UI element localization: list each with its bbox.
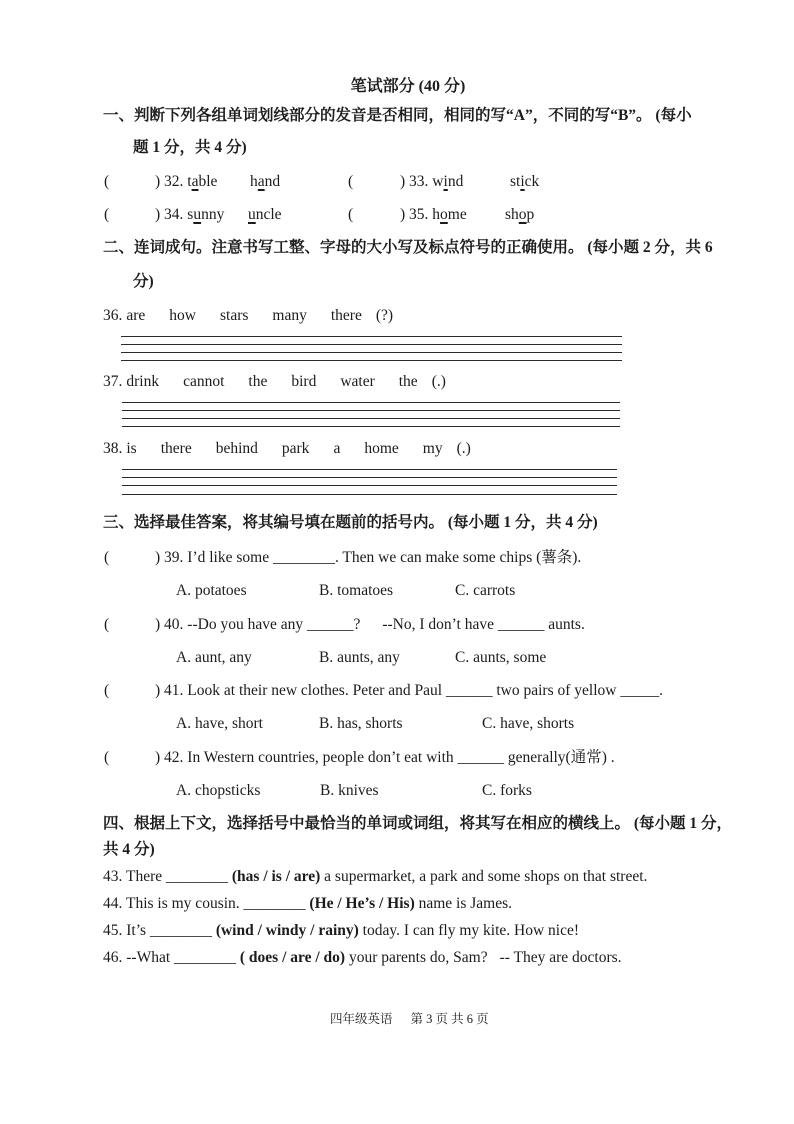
scrambled-word: behind xyxy=(215,440,258,457)
section2-heading-line1: 二、连词成句。注意书写工整、字母的大小写及标点符号的正确使用。 (每小题 2 分，共 6 xyxy=(103,239,713,256)
answer-blank: ________ xyxy=(149,922,212,939)
answer-bracket-open: ( xyxy=(348,173,354,190)
scrambled-word: are xyxy=(126,307,146,324)
sentence-end: a supermarket, a park and some shops on that street. xyxy=(324,868,648,885)
question-41 xyxy=(0,681,794,701)
test-word xyxy=(432,206,466,223)
option-c: C. have, shorts xyxy=(482,715,575,732)
section3-heading: 三、选择最佳答案，将其编号填在题前的括号内。 (每小题 1 分，共 4 分) xyxy=(103,514,598,531)
answer-bracket-close: ) xyxy=(155,749,161,766)
question-row xyxy=(0,172,794,192)
question-stem: --Do you have any ______? xyxy=(187,616,361,633)
question-item xyxy=(155,172,217,192)
test-word xyxy=(432,173,463,190)
section1-heading-line2: 题 1 分，共 4 分) xyxy=(133,139,247,156)
option-c: C. forks xyxy=(482,782,532,799)
question-item xyxy=(155,205,224,225)
underlined-letter: a xyxy=(257,173,265,190)
word-part: sh xyxy=(505,206,519,223)
question-number: 37. xyxy=(103,373,123,390)
question-number: 36. xyxy=(103,307,123,324)
word-choices: (wind / windy / rainy) xyxy=(215,922,359,939)
question-43 xyxy=(103,867,647,887)
option-a: A. potatoes xyxy=(176,582,247,599)
writing-line xyxy=(121,344,622,345)
answer-bracket-close: ) xyxy=(400,173,406,190)
underlined-letter: u xyxy=(248,206,256,223)
end-punctuation: (.) xyxy=(456,440,471,457)
page-title: 笔试部分 (40 分) xyxy=(350,78,466,95)
writing-line xyxy=(121,360,622,361)
section2-heading-line2: 分) xyxy=(133,273,154,290)
word-part: h xyxy=(432,206,441,223)
writing-lines xyxy=(121,336,622,362)
question-40 xyxy=(0,615,794,635)
writing-line xyxy=(122,418,620,419)
scrambled-word: how xyxy=(169,307,196,324)
sentence-end: today. I can fly my kite. How nice! xyxy=(362,922,580,939)
writing-line xyxy=(122,426,620,427)
question-38 xyxy=(103,439,471,459)
scrambled-word: stars xyxy=(220,307,249,324)
word-part: st xyxy=(510,173,521,190)
word-part: ncle xyxy=(255,206,282,223)
question-number: 45. xyxy=(103,922,123,939)
answer-bracket-open: ( xyxy=(104,549,110,566)
writing-line xyxy=(122,402,620,403)
sentence-end: your parents do, Sam? xyxy=(348,949,488,966)
test-word xyxy=(505,205,534,225)
word-part: t xyxy=(187,173,192,190)
question-number: 40. xyxy=(164,616,184,633)
answer-blank: ________ xyxy=(243,895,306,912)
word-part: nd xyxy=(264,173,281,190)
question-42 xyxy=(0,748,794,768)
question-body xyxy=(155,681,663,701)
question-body xyxy=(155,615,585,635)
answer-blank: ________ xyxy=(174,949,237,966)
question-39 xyxy=(0,548,794,568)
word-part: nd xyxy=(447,173,464,190)
word-part: nny xyxy=(201,206,225,223)
answer-bracket-open: ( xyxy=(104,682,110,699)
underlined-letter: o xyxy=(440,206,448,223)
scrambled-word: there xyxy=(330,307,362,324)
scrambled-word: park xyxy=(281,440,310,457)
question-item xyxy=(400,172,463,192)
page-footer xyxy=(330,1009,489,1029)
writing-line xyxy=(122,485,617,486)
end-punctuation: (.) xyxy=(431,373,446,390)
scrambled-word: home xyxy=(364,440,399,457)
question-number: 34. xyxy=(164,206,184,223)
sentence-start: --What xyxy=(126,949,171,966)
option-a: A. aunt, any xyxy=(176,649,252,666)
question-36 xyxy=(103,306,393,326)
answer-bracket-close: ) xyxy=(155,616,161,633)
question-number: 38. xyxy=(103,440,123,457)
question-number: 33. xyxy=(409,173,429,190)
word-part: s xyxy=(187,206,194,223)
question-body xyxy=(155,748,615,768)
question-number: 42. xyxy=(164,749,184,766)
scrambled-word: drink xyxy=(126,373,160,390)
footer-page-number: 第 3 页 共 6 页 xyxy=(410,1012,489,1026)
scrambled-word: the xyxy=(248,373,268,390)
word-part: w xyxy=(432,173,444,190)
dialogue-reply: -- They are doctors. xyxy=(499,949,622,966)
question-number: 44. xyxy=(103,895,123,912)
scrambled-word: many xyxy=(272,307,307,324)
scrambled-word: my xyxy=(422,440,443,457)
end-punctuation: (?) xyxy=(375,307,394,324)
underlined-letter: i xyxy=(520,173,525,190)
writing-line xyxy=(122,410,620,411)
question-stem: Look at their new clothes. Peter and Paul ______ two pairs of yellow _____. xyxy=(187,682,663,699)
answer-blank: ________ xyxy=(166,868,228,885)
question-item xyxy=(400,205,467,225)
sentence-end: name is James. xyxy=(418,895,513,912)
writing-line xyxy=(121,336,622,337)
option-b: B. knives xyxy=(320,782,379,799)
answer-bracket-open: ( xyxy=(104,173,110,190)
scrambled-word: the xyxy=(398,373,418,390)
options-row xyxy=(0,714,794,734)
options-row xyxy=(0,648,794,668)
option-c: C. carrots xyxy=(455,582,516,599)
word-part: p xyxy=(526,206,535,223)
answer-bracket-close: ) xyxy=(155,549,161,566)
question-stem-reply: --No, I don’t have ______ aunts. xyxy=(382,616,585,633)
underlined-letter: i xyxy=(443,173,448,190)
scrambled-word: there xyxy=(160,440,192,457)
question-stem: In Western countries, people don’t eat with ______ generally(通常) . xyxy=(187,749,615,766)
word-part: me xyxy=(447,206,467,223)
sentence-start: This is my cousin. xyxy=(125,895,240,912)
question-45 xyxy=(103,921,579,941)
section4-heading-line1: 四、根据上下文，选择括号中最恰当的单词或词组，将其写在相应的横线上。 (每小题 1 分， xyxy=(103,815,733,832)
word-part: ble xyxy=(198,173,218,190)
question-number: 46. xyxy=(103,949,123,966)
sentence-start: It’s xyxy=(126,922,147,939)
question-body xyxy=(155,548,581,568)
option-c: C. aunts, some xyxy=(455,649,547,666)
underlined-letter: o xyxy=(518,206,527,223)
word-part: ck xyxy=(524,173,540,190)
test-word xyxy=(510,172,539,192)
test-word xyxy=(187,173,217,190)
word-choices: ( does / are / do) xyxy=(239,949,346,966)
answer-bracket-open: ( xyxy=(348,206,354,223)
section4-heading-line2: 共 4 分) xyxy=(103,841,155,858)
option-a: A. have, short xyxy=(176,715,263,732)
options-row xyxy=(0,781,794,801)
question-44 xyxy=(103,894,512,914)
footer-subject: 四年级英语 xyxy=(330,1012,393,1026)
answer-bracket-close: ) xyxy=(400,206,406,223)
question-number: 39. xyxy=(164,549,184,566)
word-choices: (He / He’s / His) xyxy=(309,895,415,912)
word-part: h xyxy=(250,173,258,190)
writing-lines xyxy=(122,469,617,495)
scrambled-word: a xyxy=(333,440,341,457)
question-stem: I’d like some ________. Then we can make some chips (薯条). xyxy=(187,549,582,566)
question-37 xyxy=(103,372,446,392)
question-number: 41. xyxy=(164,682,184,699)
underlined-letter: u xyxy=(193,206,202,223)
question-number: 32. xyxy=(164,173,184,190)
answer-bracket-open: ( xyxy=(104,206,110,223)
scrambled-word: bird xyxy=(291,373,317,390)
option-a: A. chopsticks xyxy=(176,782,261,799)
test-word xyxy=(248,205,282,225)
writing-line xyxy=(121,352,622,353)
answer-bracket-open: ( xyxy=(104,749,110,766)
option-b: B. has, shorts xyxy=(319,715,403,732)
answer-bracket-open: ( xyxy=(104,616,110,633)
scrambled-word: water xyxy=(340,373,375,390)
writing-line xyxy=(122,469,617,470)
answer-bracket-close: ) xyxy=(155,173,161,190)
writing-lines xyxy=(122,402,620,428)
word-choices: (has / is / are) xyxy=(231,868,321,885)
sentence-start: There xyxy=(125,868,163,885)
answer-bracket-close: ) xyxy=(155,206,161,223)
writing-line xyxy=(122,494,617,495)
question-row xyxy=(0,205,794,225)
answer-bracket-close: ) xyxy=(155,682,161,699)
scrambled-word: is xyxy=(126,440,137,457)
section1-heading-line1: 一、判断下列各组单词划线部分的发音是否相同，相同的写“A”，不同的写“B”。 (每小 xyxy=(103,107,692,124)
test-word xyxy=(187,206,224,223)
writing-line xyxy=(122,477,617,478)
question-number: 43. xyxy=(103,868,123,885)
question-46 xyxy=(103,948,622,968)
options-row xyxy=(0,581,794,601)
underlined-letter: a xyxy=(191,173,199,190)
test-word xyxy=(250,172,280,192)
option-b: B. aunts, any xyxy=(319,649,400,666)
scrambled-word: cannot xyxy=(183,373,225,390)
option-b: B. tomatoes xyxy=(319,582,394,599)
question-number: 35. xyxy=(409,206,429,223)
